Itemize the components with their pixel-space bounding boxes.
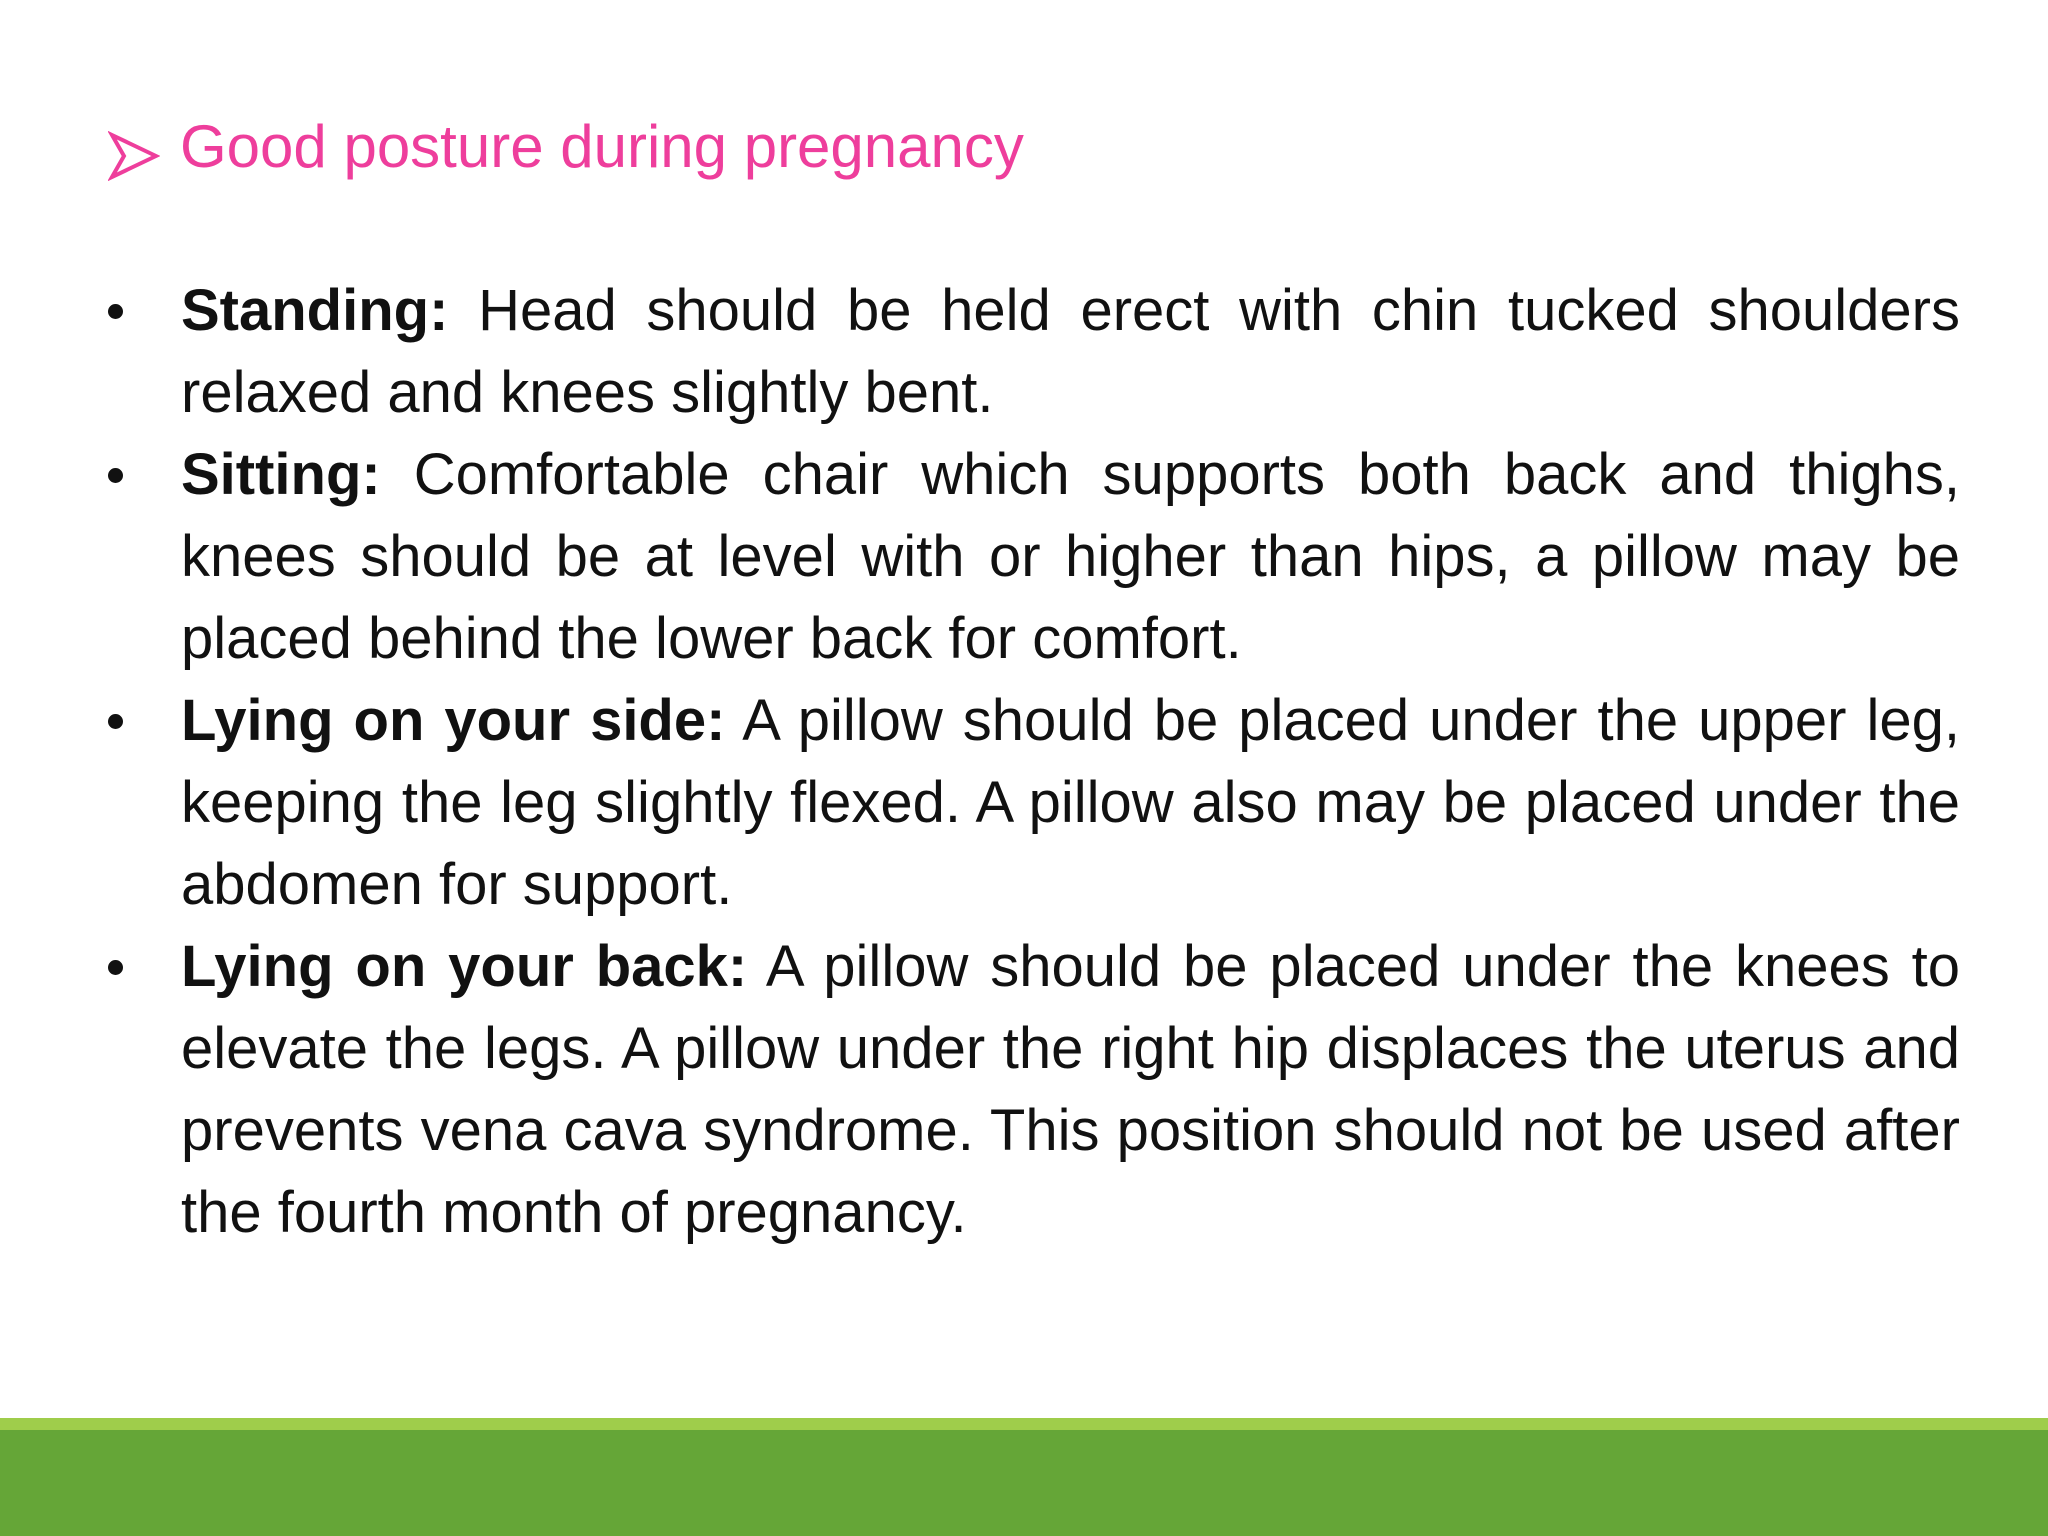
item-text: A pillow should be placed under the knees to elevate the legs. A pillow under the right hip displaces the uterus and prevents vena cava syndrome. This position should not be used after the fourth month of pregnancy. xyxy=(181,934,1961,1245)
bullet-dot-icon xyxy=(108,304,123,319)
item-term: Lying on your back: xyxy=(181,934,748,999)
bullet-dot-icon xyxy=(108,714,123,729)
footer-band-light xyxy=(0,1418,2048,1430)
list-item-lying-back xyxy=(100,926,1960,1254)
item-text: A pillow should be placed under the upper leg, keeping the leg slightly flexed. A pillow also may be placed under the abdomen for support. xyxy=(181,688,1960,917)
posture-list xyxy=(100,270,1960,1254)
footer-band-dark xyxy=(0,1430,2048,1536)
bullet-dot-icon xyxy=(108,468,123,483)
slide-heading-text: Good posture during pregnancy xyxy=(180,113,1024,180)
slide-heading xyxy=(108,108,1024,186)
item-text: Comfortable chair which supports both back and thighs, knees should be at level with or higher than hips, a pillow may be placed behind the lower back for comfort. xyxy=(181,442,1960,671)
item-term: Standing: xyxy=(181,278,449,343)
item-term: Sitting: xyxy=(181,442,381,507)
list-item-lying-side xyxy=(100,680,1960,926)
item-term: Lying on your side: xyxy=(181,688,726,753)
bullet-dot-icon xyxy=(108,960,123,975)
list-item-sitting xyxy=(100,434,1960,680)
item-text: Head should be held erect with chin tucked shoulders relaxed and knees slightly bent. xyxy=(181,278,1960,425)
arrowhead-bullet-icon xyxy=(108,122,160,172)
list-item-standing xyxy=(100,270,1960,434)
